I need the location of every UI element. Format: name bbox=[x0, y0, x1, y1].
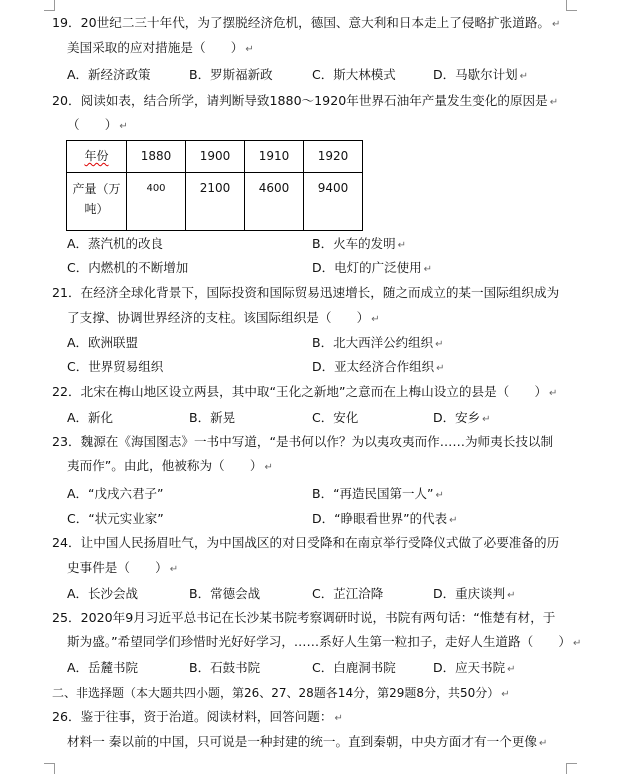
section2-heading: 二、非选择题（本大题共四小题，第26、27、28题各14分，第29题8分，共50分） ↵ bbox=[52, 686, 510, 700]
q24-option-c: C．芷江洽降 bbox=[312, 586, 384, 601]
q22-option-b: B．新晃 bbox=[189, 410, 236, 425]
q19-option-a: A．新经济政策 bbox=[67, 67, 151, 82]
table-value-cell: 400 bbox=[127, 173, 186, 231]
table-value-cell: 2100 bbox=[186, 173, 245, 231]
q23-option-b: B．“再造民国第一人” ↵ bbox=[312, 486, 444, 501]
q21-line2: 了支撑、协调世界经济的支柱。该国际组织是（ ） ↵ bbox=[67, 310, 380, 325]
q26-line1: 26．鉴于往事，资于治道。阅读材料，回答问题： ↵ bbox=[52, 709, 343, 724]
table-row-label bbox=[67, 173, 127, 231]
corner-mark-top-right bbox=[566, 0, 577, 11]
q19-line1: 19．20世纪二三十年代，为了摆脱经济危机，德国、意大利和日本走上了侵略扩张道路。 ↵ bbox=[52, 15, 561, 30]
oil-production-table bbox=[66, 140, 363, 231]
q23-line1: 23．魏源在《海国图志》一书中写道，“是书何以作？为以夷攻夷而作……为师夷长技以制 bbox=[52, 434, 554, 449]
q22-option-c: C．安化 bbox=[312, 410, 359, 425]
q21-line1: 21．在经济全球化背景下，国际投资和国际贸易迅速增长，随之而成立的某一国际组织成为 bbox=[52, 285, 560, 300]
table-value-cell: 9400 bbox=[304, 173, 363, 231]
table-year-cell: 1910 bbox=[245, 141, 304, 173]
q20-option-b: B．火车的发明 ↵ bbox=[312, 236, 406, 251]
q21-option-a: A．欧洲联盟 bbox=[67, 335, 139, 350]
q22-line1: 22．北宋在梅山地区设立两县，其中取“王化之新地”之意而在上梅山设立的县是（ ） ↵ bbox=[52, 384, 558, 399]
corner-mark-bottom-right bbox=[566, 763, 577, 774]
q19-option-c: C．斯大林模式 bbox=[312, 67, 396, 82]
q21-option-c: C．世界贸易组织 bbox=[67, 359, 164, 374]
q22-option-a: A．新化 bbox=[67, 410, 114, 425]
q23-option-c: C．“状元实业家” bbox=[67, 511, 164, 526]
q25-option-c: C．白鹿洞书院 bbox=[312, 660, 396, 675]
table-row-label-line2: 吨） bbox=[84, 202, 109, 216]
table-year-cell: 1900 bbox=[186, 141, 245, 173]
q19-line2: 美国采取的应对措施是（ ） ↵ bbox=[67, 40, 254, 55]
q20-line2: （ ） ↵ bbox=[67, 117, 128, 132]
q19-option-b: B．罗斯福新政 bbox=[189, 67, 273, 82]
q23-line2: 夷而作”。由此，他被称为（ ） ↵ bbox=[67, 458, 273, 473]
q24-option-a: A．长沙会战 bbox=[67, 586, 139, 601]
q19-option-d: D．马歇尔计划 ↵ bbox=[433, 67, 529, 82]
q21-option-d: D．亚太经济合作组织 ↵ bbox=[312, 359, 445, 374]
q20-line1: 20．阅读如表，结合所学，请判断导致1880～1920年世界石油年产量发生变化的原因是 ↵ bbox=[52, 93, 559, 108]
table-year-cell: 1880 bbox=[127, 141, 186, 173]
corner-mark-top-left bbox=[44, 0, 55, 11]
table-value-cell: 4600 bbox=[245, 173, 304, 231]
q25-line1: 25．2020年9月习近平总书记在长沙某书院考察调研时说，书院有两句话：“惟楚有材，于 bbox=[52, 610, 556, 625]
q20-option-a: A．蒸汽机的改良 bbox=[67, 236, 164, 251]
q21-option-b: B．北大西洋公约组织 ↵ bbox=[312, 335, 444, 350]
q22-option-d: D．安乡 ↵ bbox=[433, 410, 491, 425]
q20-option-c: C．内燃机的不断增加 bbox=[67, 260, 189, 275]
table-year-cell: 1920 bbox=[304, 141, 363, 173]
q25-option-a: A．岳麓书院 bbox=[67, 660, 139, 675]
q26-line2: 材料一 秦以前的中国，只可说是一种封建的统一。直到秦朝，中央方面才有一个更像 ↵ bbox=[67, 734, 548, 749]
q23-option-d: D．“睁眼看世界”的代表 ↵ bbox=[312, 511, 458, 526]
table-header-label: 年份 bbox=[67, 141, 127, 173]
q23-option-a: A．“戊戌六君子” bbox=[67, 486, 164, 501]
q24-line2: 史事件是（ ） ↵ bbox=[67, 560, 179, 575]
q25-line2: 斯为盛。”希望同学们珍惜时光好好学习，……系好人生第一粒扣子，走好人生道路（ ） ↵ bbox=[67, 634, 582, 649]
q20-option-d: D．电灯的广泛使用 ↵ bbox=[312, 260, 433, 275]
q25-option-d: D．应天书院 ↵ bbox=[433, 660, 516, 675]
q24-option-d: D．重庆谈判 ↵ bbox=[433, 586, 516, 601]
table-row-label-line1: 产量（万 bbox=[72, 182, 121, 196]
corner-mark-bottom-left bbox=[44, 763, 55, 774]
q24-line1: 24．让中国人民扬眉吐气，为中国战区的对日受降和在南京举行受降仪式做了必要准备的历 bbox=[52, 535, 560, 550]
q24-option-b: B．常德会战 bbox=[189, 586, 261, 601]
q25-option-b: B．石鼓书院 bbox=[189, 660, 261, 675]
